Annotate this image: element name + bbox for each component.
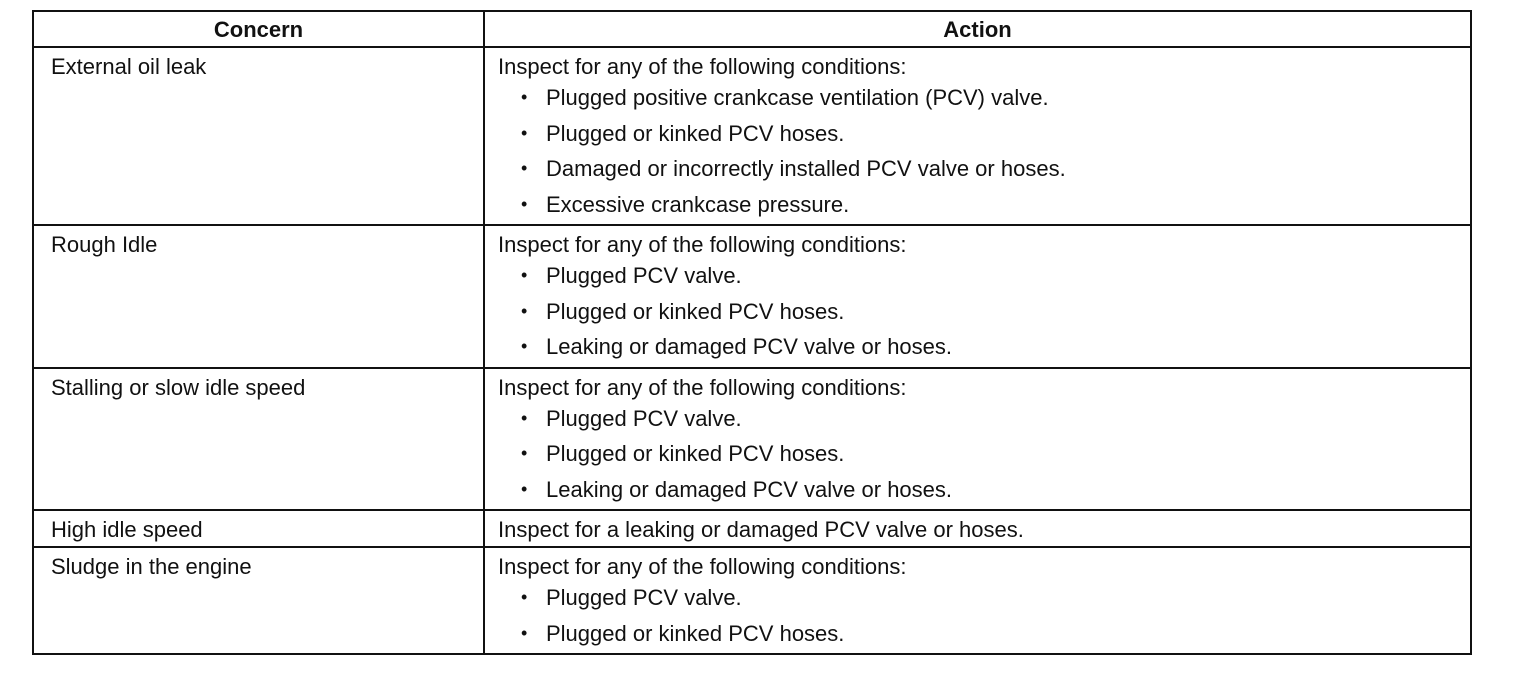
- action-cell: [484, 510, 1471, 547]
- concern-cell: Sludge in the engine: [33, 547, 484, 654]
- list-item: [498, 436, 1470, 472]
- bullet-text: Plugged or kinked PCV hoses.: [546, 120, 845, 146]
- table-header-row: [33, 11, 1471, 47]
- bullet-list: [498, 80, 1470, 222]
- bullet-icon: •: [521, 587, 528, 607]
- bullet-text: Plugged PCV valve.: [546, 585, 742, 610]
- concern-cell: High idle speed: [33, 510, 484, 547]
- list-item: [498, 116, 1470, 152]
- action-cell: [484, 368, 1471, 511]
- action-cell: [484, 47, 1471, 225]
- list-item: [498, 472, 1470, 508]
- list-item: [498, 151, 1470, 187]
- bullet-text: Leaking or damaged PCV valve or hoses.: [546, 334, 953, 359]
- bullet-icon: •: [521, 478, 528, 499]
- header-action: Action: [484, 11, 1471, 47]
- bullet-text: Plugged or kinked PCV hoses.: [546, 298, 845, 324]
- bullet-icon: •: [521, 336, 528, 356]
- action-intro: Inspect for any of the following conditions:: [498, 374, 907, 400]
- bullet-text: Plugged positive crankcase ventilation (PCV) valve.: [546, 85, 1049, 110]
- bullet-icon: •: [521, 300, 528, 321]
- concern-cell: External oil leak: [33, 47, 484, 225]
- action-intro: Inspect for any of the following conditions:: [498, 232, 907, 257]
- header-concern: Concern: [33, 11, 484, 47]
- table-row: [33, 547, 1471, 654]
- list-item: [498, 401, 1470, 437]
- table-row: [33, 368, 1471, 511]
- bullet-icon: •: [521, 122, 528, 143]
- list-item: [498, 258, 1470, 294]
- list-item: [498, 616, 1470, 652]
- list-item: [498, 294, 1470, 330]
- bullet-text: Leaking or damaged PCV valve or hoses.: [546, 476, 953, 502]
- list-item: [498, 329, 1470, 365]
- concern-cell: Stalling or slow idle speed: [33, 368, 484, 511]
- bullet-list: [498, 258, 1470, 365]
- bullet-icon: •: [521, 158, 528, 178]
- bullet-text: Plugged PCV valve.: [546, 263, 742, 288]
- bullet-text: Plugged PCV valve.: [546, 405, 742, 431]
- bullet-icon: •: [521, 622, 528, 643]
- bullet-text: Excessive crankcase pressure.: [546, 191, 850, 217]
- action-intro: Inspect for any of the following conditions:: [498, 54, 907, 79]
- bullet-text: Damaged or incorrectly installed PCV valve or hoses.: [546, 156, 1066, 181]
- bullet-text: Plugged or kinked PCV hoses.: [546, 441, 845, 466]
- bullet-icon: •: [521, 265, 528, 285]
- action-cell: [484, 547, 1471, 654]
- bullet-icon: •: [521, 193, 528, 214]
- bullet-text: Plugged or kinked PCV hoses.: [546, 620, 845, 646]
- list-item: [498, 580, 1470, 616]
- action-intro: Inspect for any of the following conditions:: [498, 554, 907, 579]
- action-intro: Inspect for a leaking or damaged PCV valve or hoses.: [498, 517, 1024, 542]
- list-item: [498, 187, 1470, 223]
- bullet-icon: •: [521, 87, 528, 107]
- concern-cell: Rough Idle: [33, 225, 484, 368]
- bullet-list: [498, 580, 1470, 651]
- bullet-list: [498, 401, 1470, 508]
- bullet-icon: •: [521, 443, 528, 463]
- action-cell: [484, 225, 1471, 368]
- concern-action-table: [32, 10, 1472, 655]
- table-row: [33, 510, 1471, 547]
- bullet-icon: •: [521, 407, 528, 428]
- table-row: [33, 47, 1471, 225]
- list-item: [498, 80, 1470, 116]
- table-row: [33, 225, 1471, 368]
